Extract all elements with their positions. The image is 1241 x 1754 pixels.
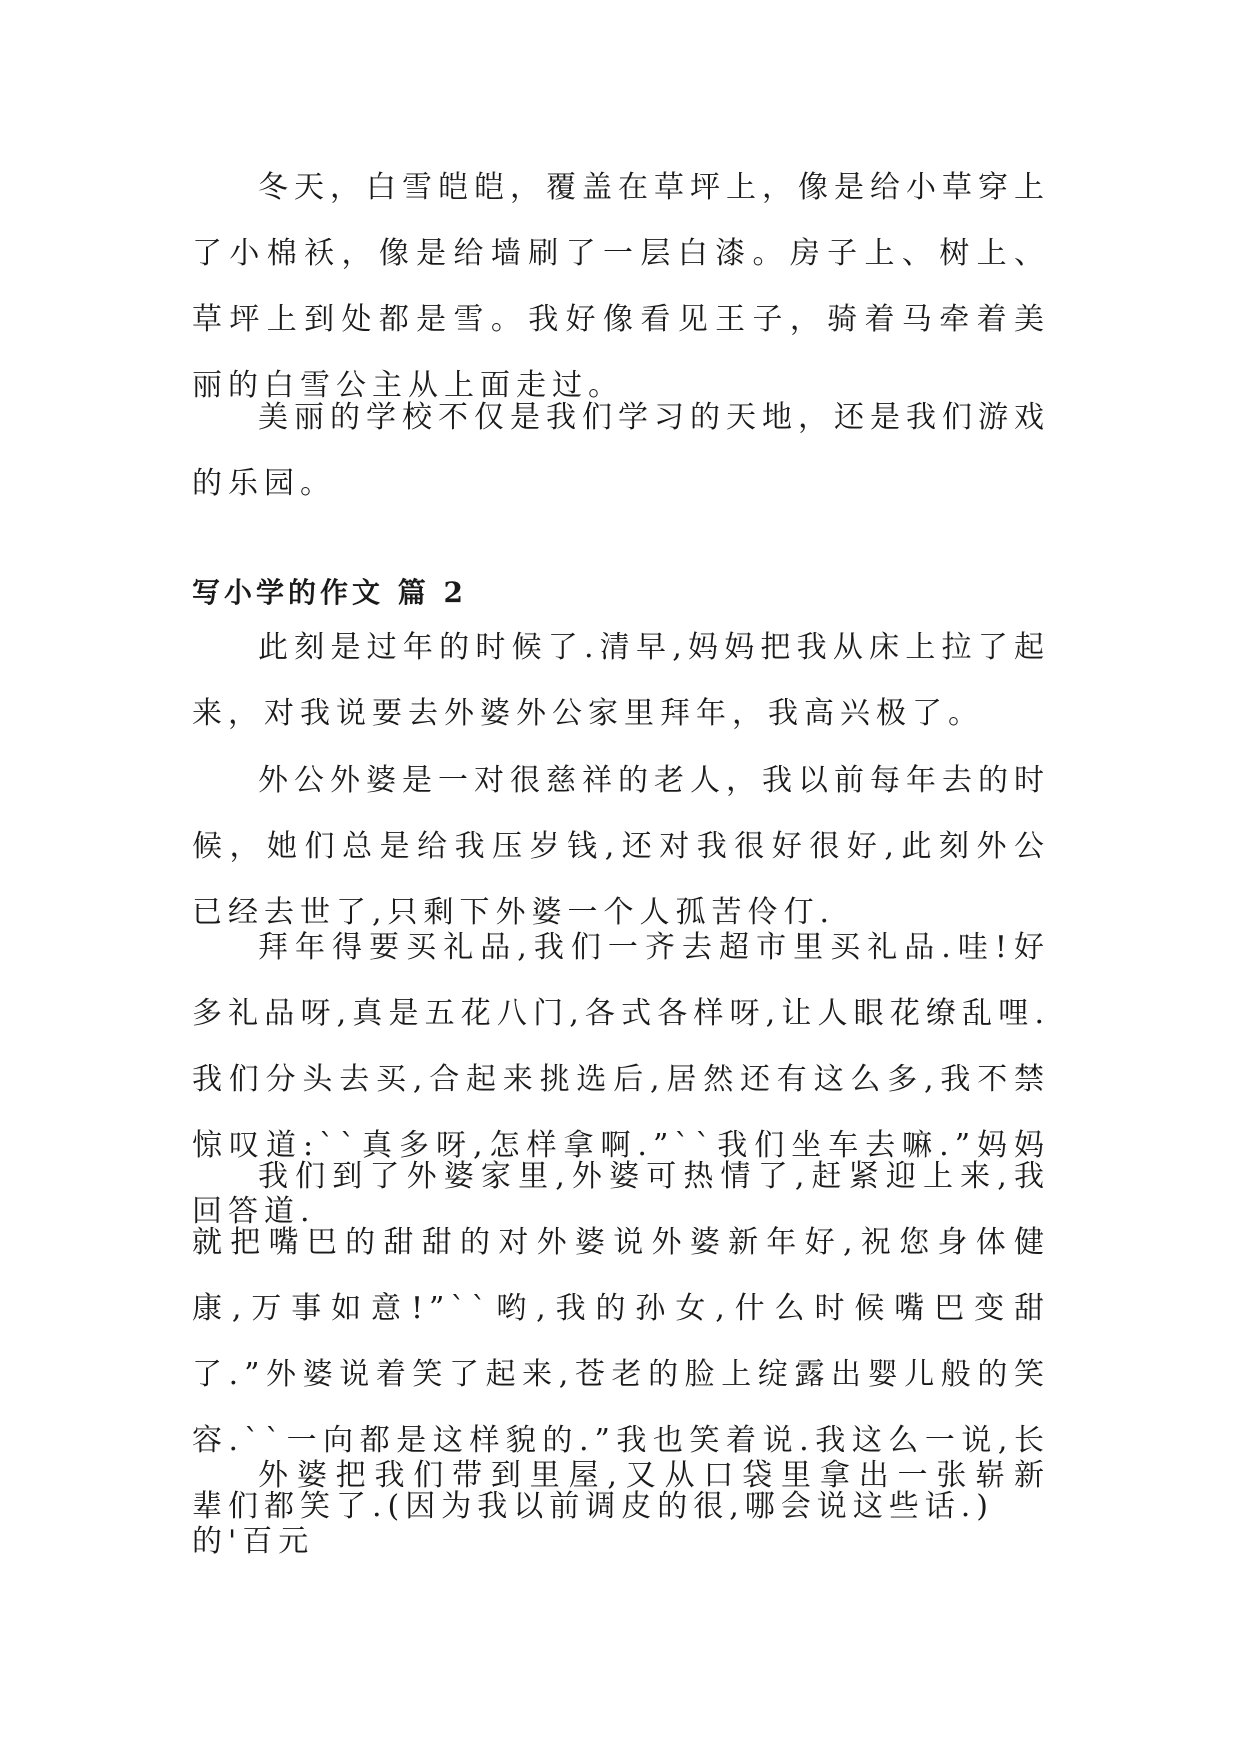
paragraph-school-paradise: 美丽的学校不仅是我们学习的天地，还是我们游戏的乐园。: [192, 400, 1050, 501]
paragraph-red-envelope: 外婆把我们带到里屋,又从口袋里拿出一张崭新的'百元: [192, 1458, 1050, 1559]
paragraph-winter-snow: 冬天，白雪皑皑，覆盖在草坪上，像是给小草穿上了小棉袄，像是给墙刷了一层白漆。房子上、树上、草坪上到处都是雪。我好像看见王子，骑着马牵着美丽的白雪公主从上面走过。: [192, 170, 1050, 403]
paragraph-buying-gifts: 拜年得要买礼品,我们一齐去超市里买礼品.哇!好多礼品呀,真是五花八门,各式各样呀,让人眼花缭乱哩.我们分头去买,合起来挑选后,居然还有这么多,我不禁惊叹道:``真多呀,怎样拿啊.”``我们坐车去嘛.”妈妈回答道.: [192, 930, 1050, 1229]
section-heading: 写小学的作文 篇 2: [192, 576, 467, 609]
paragraph-grandparents: 外公外婆是一对很慈祥的老人，我以前每年去的时候，她们总是给我压岁钱,还对我很好很好,此刻外公已经去世了,只剩下外婆一个人孤苦伶仃.: [192, 763, 1050, 930]
paragraph-arrival-at-grandma: 我们到了外婆家里,外婆可热情了,赶紧迎上来,我就把嘴巴的甜甜的对外婆说外婆新年好,祝您身体健康,万事如意!”``哟,我的孙女,什么时候嘴巴变甜了.”外婆说着笑了起来,苍老的脸上绽露出婴儿般的笑容.``一向都是这样貌的.”我也笑着说.我这么一说,长辈们都笑了.(因为我以前调皮的很,哪会说这些话.): [192, 1159, 1050, 1524]
paragraph-new-year-morning: 此刻是过年的时候了.清早,妈妈把我从床上拉了起来，对我说要去外婆外公家里拜年，我高兴极了。: [192, 630, 1050, 731]
